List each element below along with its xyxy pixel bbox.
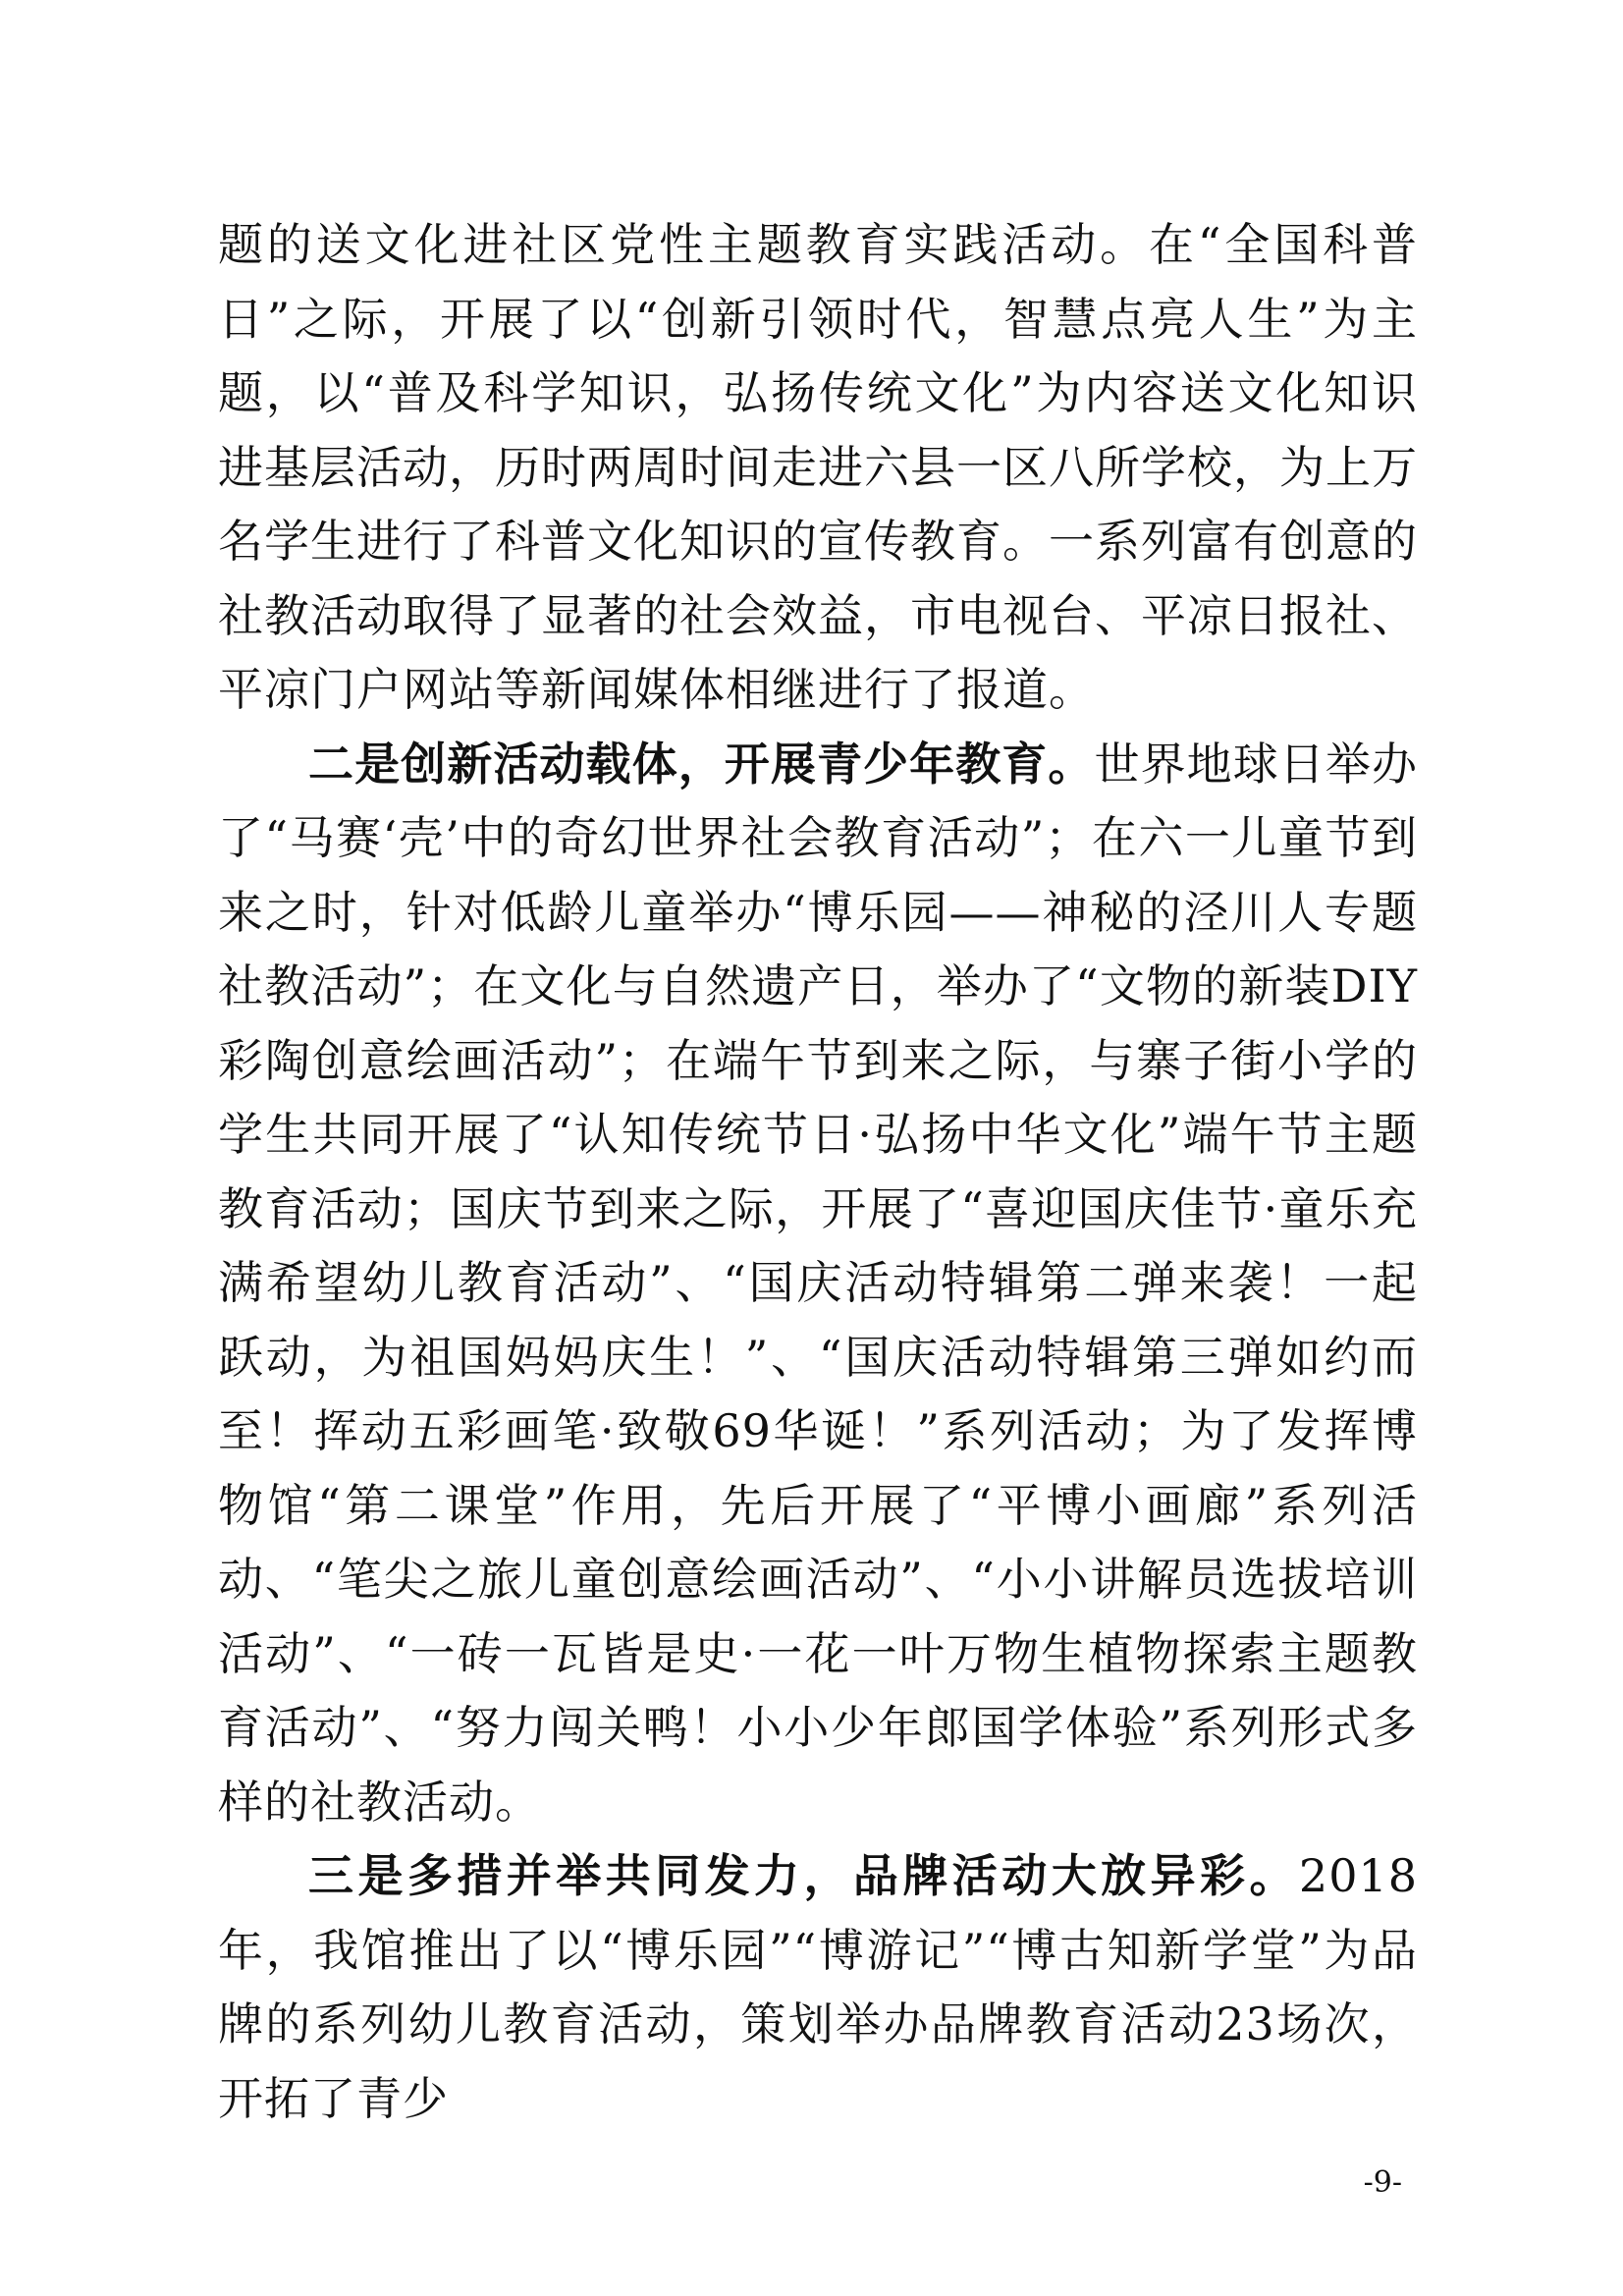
paragraph-1 <box>218 208 1418 728</box>
page-number: -9- <box>1363 2165 1402 2200</box>
paragraph-3 <box>218 1839 1418 2136</box>
paragraph-3-heading: 三是多措并举共同发力，品牌活动大放异彩。 <box>308 1849 1299 1902</box>
paragraph-2-text: 世界地球日举办了“马赛‘壳’中的奇幻世界社会教育活动”；在六一儿童节到来之时，针对低龄儿童举办“博乐园——神秘的泾川人专题社教活动”；在文化与自然遗产日，举办了“文物的新装DIY彩陶创意绘画活动”；在端午节到来之际，与寨子街小学的学生共同开展了“认知传统节日·弘扬中华文化”端午节主题教育活动；国庆节到来之际，开展了“喜迎国庆佳节·童乐充满希望幼儿教育活动”、“国庆活动特辑第二弹来袭！一起跃动，为祖国妈妈庆生！”、“国庆活动特辑第三弹如约而至！挥动五彩画笔·致敬69华诞！”系列活动；为了发挥博物馆“第二课堂”作用，先后开展了“平博小画廊”系列活动、“笔尖之旅儿童创意绘画活动”、“小小讲解员选拔培训活动”、“一砖一瓦皆是史·一花一叶万物生植物探索主题教育活动”、“努力闯关鸭！小小少年郎国学体验”系列形式多样的社教活动。 <box>218 737 1419 1829</box>
paragraph-3-text: 2018年，我馆推出了以“博乐园”“博游记”“博古知新学堂”为品牌的系列幼儿教育活动，策划举办品牌教育活动23场次，开拓了青少 <box>218 1849 1418 2125</box>
paragraph-2-heading: 二是创新活动载体，开展青少年教育。 <box>308 737 1095 791</box>
paragraph-1-text: 题的送文化进社区党性主题教育实践活动。在“全国科普日”之际，开展了以“创新引领时代，智慧点亮人生”为主题，以“普及科学知识，弘扬传统文化”为内容送文化知识进基层活动，历时两周时间走进六县一区八所学校，为上万名学生进行了科普文化知识的宣传教育。一系列富有创意的社教活动取得了显著的社会效益，市电视台、平凉日报社、平凉门户网站等新闻媒体相继进行了报道。 <box>218 218 1418 716</box>
paragraph-2 <box>218 728 1418 1840</box>
body-text <box>218 208 1418 2136</box>
